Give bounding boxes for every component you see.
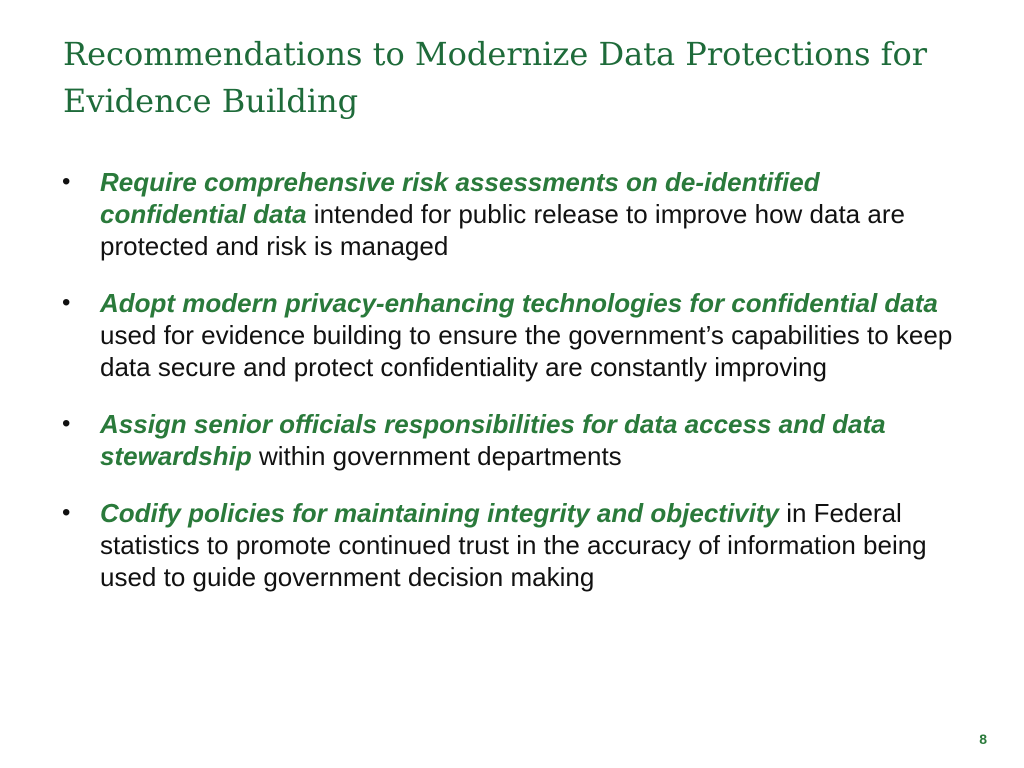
bullet-text: intended for public release to improve how data are protected and risk is managed bbox=[100, 199, 905, 261]
bullet-emphasis: Require comprehensive risk assessments on de-identified confidential data bbox=[100, 167, 820, 229]
bullet-icon: • bbox=[62, 168, 71, 195]
bullet-emphasis: Assign senior officials responsibilities for data access and data stewardship bbox=[100, 409, 886, 471]
bullet-icon: • bbox=[62, 289, 71, 316]
bullet-icon: • bbox=[62, 410, 71, 437]
page-number: 8 bbox=[979, 731, 987, 747]
bullet-item-privacy-technologies bbox=[62, 287, 962, 383]
bullet-item-senior-officials bbox=[62, 408, 962, 472]
slide-title: Recommendations to Modernize Data Protections for Evidence Building bbox=[63, 35, 928, 120]
bullet-list bbox=[62, 166, 962, 593]
bullet-item-codify-policies bbox=[62, 497, 962, 593]
bullet-icon: • bbox=[62, 499, 71, 526]
bullet-emphasis: Codify policies for maintaining integrity and objectivity bbox=[100, 498, 779, 528]
bullet-text: in Federal statistics to promote continued trust in the accuracy of information being used to guide government decision making bbox=[100, 498, 927, 592]
bullet-item-risk-assessments bbox=[62, 166, 962, 262]
bullet-emphasis: Adopt modern privacy-enhancing technologies for confidential data bbox=[100, 288, 938, 318]
bullet-text: used for evidence building to ensure the government’s capabilities to keep data secure and protect confidentiality are constantly improving bbox=[100, 320, 953, 382]
bullet-text: within government departments bbox=[251, 441, 622, 471]
